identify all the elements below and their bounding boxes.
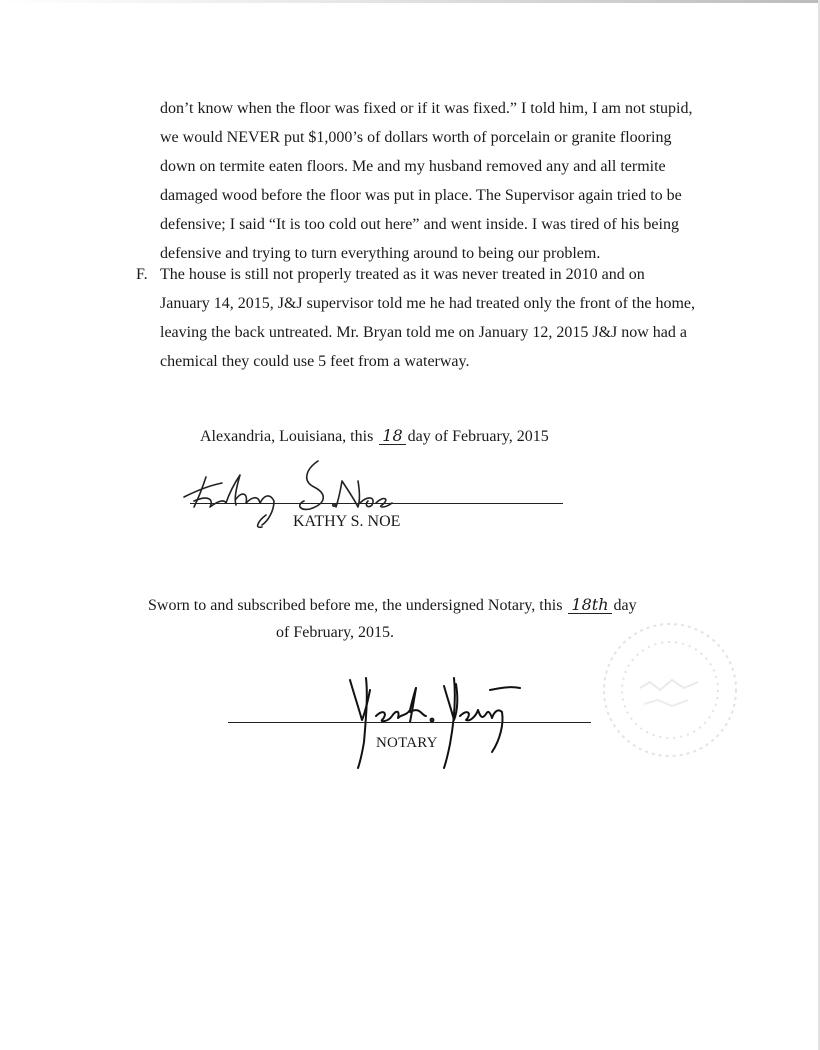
- handwritten-day: 18th: [568, 596, 611, 614]
- text-line: chemical they could use 5 feet from a waterway.: [160, 353, 470, 370]
- text-line: don’t know when the floor was fixed or if it was fixed.” I told him, I am not stupid,: [160, 100, 693, 117]
- text-line: defensive and trying to turn everything around to being our problem.: [160, 245, 601, 262]
- handwritten-day: 18: [379, 427, 405, 445]
- text-line: The house is still not properly treated as it was never treated in 2010 and on: [160, 266, 645, 283]
- item-f-paragraph: [160, 260, 720, 376]
- paragraph-continuation: [160, 94, 720, 268]
- notary-sworn-line: [148, 596, 637, 615]
- notary-signature-line: [228, 722, 591, 723]
- text-line: leaving the back untreated. Mr. Bryan told me on January 12, 2015 J&J now had a: [160, 324, 687, 341]
- execution-date-line: [200, 427, 549, 446]
- text-line: damaged wood before the floor was put in place. The Supervisor again tried to be: [160, 187, 682, 204]
- notary-date-line: of February, 2015.: [276, 624, 395, 641]
- text-line: we would NEVER put $1,000’s of dollars worth of porcelain or granite flooring: [160, 129, 672, 146]
- item-f-label: F.: [136, 266, 148, 283]
- execution-place-prefix: Alexandria, Louisiana, this: [200, 428, 374, 445]
- notary-seal-icon: [598, 618, 743, 763]
- signer-signature-line: [190, 503, 563, 504]
- text-line: January 14, 2015, J&J supervisor told me he had treated only the front of the home,: [160, 295, 695, 312]
- text-line: down on termite eaten floors. Me and my husband removed any and all termite: [160, 158, 666, 175]
- text-line: defensive; I said “It is too cold out here” and went inside. I was tired of his being: [160, 216, 679, 233]
- execution-place-suffix: day of February, 2015: [407, 428, 549, 445]
- signer-name: KATHY S. NOE: [293, 513, 401, 530]
- sworn-suffix: day: [613, 597, 637, 614]
- sworn-prefix: Sworn to and subscribed before me, the undersigned Notary, this: [148, 597, 563, 614]
- scan-top-edge: [0, 0, 820, 3]
- notary-signature-icon: [340, 650, 530, 770]
- notary-label: NOTARY: [376, 735, 438, 751]
